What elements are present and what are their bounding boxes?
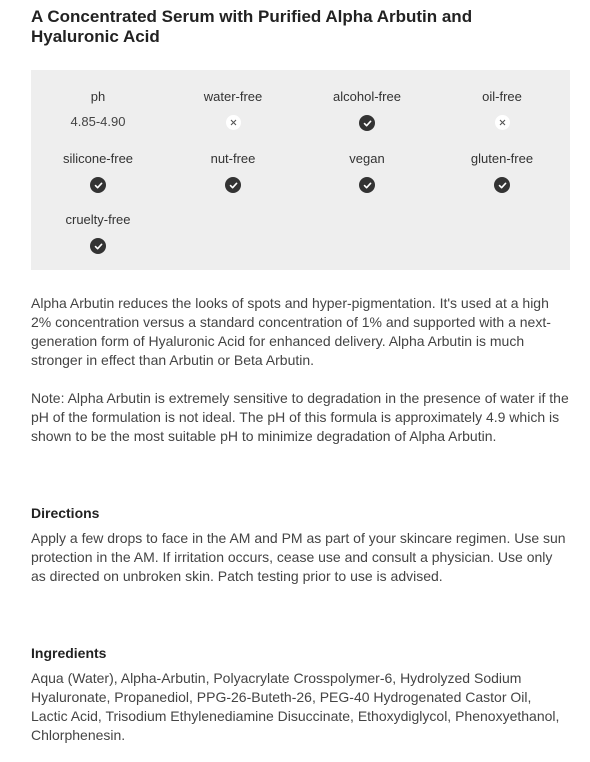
check-icon bbox=[90, 177, 106, 193]
attribute-label: vegan bbox=[349, 151, 385, 166]
check-icon bbox=[225, 177, 241, 193]
attribute-silicone-free bbox=[31, 151, 165, 194]
attribute-cruelty-free bbox=[31, 212, 165, 255]
attribute-label: cruelty-free bbox=[65, 212, 131, 227]
description-paragraph: Alpha Arbutin reduces the looks of spots and hyper-pigmentation. It's used at a high 2% concentration versus a standard concentration of 1% and supported with a next-generation form of Hyaluronic Acid for enhanced delivery. Alpha Arbutin is much stronger in effect than Arbutin or Beta Arbutin. bbox=[31, 295, 551, 368]
product-attributes-panel bbox=[31, 70, 570, 270]
attribute-label: ph bbox=[90, 89, 106, 104]
attribute-label: nut-free bbox=[210, 151, 256, 166]
ph-value: 4.85-4.90 bbox=[70, 114, 126, 129]
directions-text: Apply a few drops to face in the AM and PM as part of your skincare regimen. Use sun protection in the AM. If irritation occurs, cease use and consult a physician. Use only as directed on unbroken skin. Patch testing prior to use is advised. bbox=[31, 530, 566, 584]
attribute-water-free bbox=[166, 89, 300, 132]
attribute-alcohol-free bbox=[300, 89, 434, 132]
attribute-label: alcohol-free bbox=[333, 89, 401, 104]
attribute-label: oil-free bbox=[482, 89, 522, 104]
ingredients-heading: Ingredients bbox=[31, 645, 107, 661]
check-icon bbox=[494, 177, 510, 193]
x-icon bbox=[495, 115, 510, 130]
attribute-label: silicone-free bbox=[62, 151, 134, 166]
check-icon bbox=[90, 238, 106, 254]
check-icon bbox=[359, 177, 375, 193]
attribute-label: water-free bbox=[203, 89, 263, 104]
note-paragraph: Note: Alpha Arbutin is extremely sensitive to degradation in the presence of water if the pH of the formulation is not ideal. The pH of this formula is approximately 4.9 which is shown to be the most suitable pH to minimize degradation of Alpha Arbutin. bbox=[31, 390, 569, 444]
ingredients-text: Aqua (Water), Alpha-Arbutin, Polyacrylate Crosspolymer-6, Hydrolyzed Sodium Hyaluronate, Propanediol, PPG-26-Buteth-26, PEG-40 Hydrogenated Castor Oil, Lactic Acid, Trisodium Ethylenediamine Disuccinate, Ethoxydiglycol, Phenoxyethanol, Chlorphenesin. bbox=[31, 670, 560, 743]
attribute-oil-free bbox=[435, 89, 569, 132]
x-icon bbox=[226, 115, 241, 130]
attribute-nut-free bbox=[166, 151, 300, 194]
attribute-label: gluten-free bbox=[470, 151, 534, 166]
attribute-vegan bbox=[300, 151, 434, 194]
product-title: A Concentrated Serum with Purified Alpha Arbutin and Hyaluronic Acid bbox=[31, 7, 473, 46]
attribute-ph bbox=[31, 89, 165, 130]
check-icon bbox=[359, 115, 375, 131]
directions-heading: Directions bbox=[31, 505, 100, 521]
attribute-gluten-free bbox=[435, 151, 569, 194]
